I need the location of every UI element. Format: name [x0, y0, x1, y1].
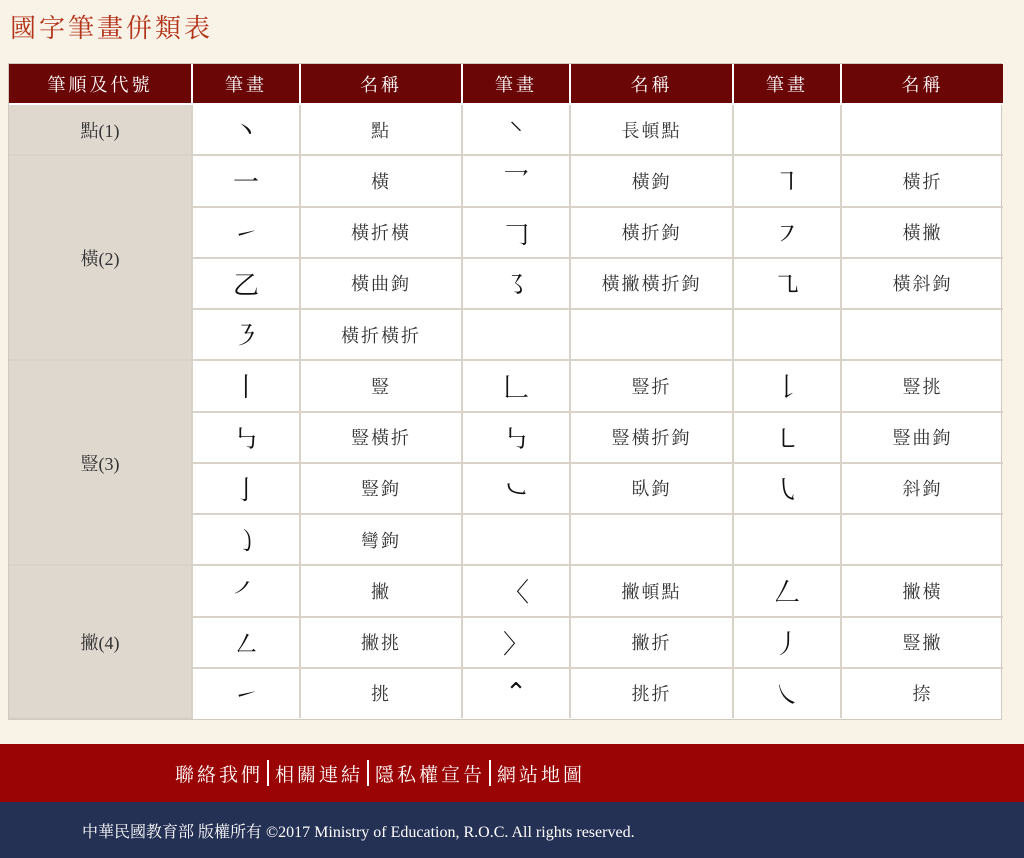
stroke-glyph-cell: 〉: [462, 617, 570, 668]
stroke-name-cell: 斜鉤: [841, 463, 1003, 514]
stroke-name-cell: 橫撇: [841, 207, 1003, 258]
stroke-glyph-cell: ㇇: [733, 207, 841, 258]
link-separator: [489, 760, 491, 786]
stroke-glyph-cell: [733, 514, 841, 565]
stroke-name-cell: 挑折: [570, 668, 733, 718]
stroke-glyph-cell: 丿: [733, 617, 841, 668]
category-cell: 豎(3): [9, 360, 192, 565]
page-title: 國字筆畫併類表: [10, 14, 214, 44]
stroke-glyph-cell: 乛: [462, 155, 570, 206]
stroke-name-cell: 橫折橫折: [300, 309, 462, 360]
link-separator: [267, 760, 269, 786]
stroke-glyph-cell: ㇋: [192, 309, 300, 360]
footer-link[interactable]: 隱私權宣告: [375, 763, 486, 786]
stroke-name-cell: 彎鉤: [300, 514, 462, 565]
stroke-glyph-cell: ⌃: [462, 668, 570, 718]
stroke-name-cell: 橫折鉤: [570, 207, 733, 258]
table-header-row: [9, 64, 1003, 104]
stroke-glyph-cell: [733, 104, 841, 155]
stroke-glyph-cell: ㇕: [733, 155, 841, 206]
header-name: 名稱: [570, 64, 733, 104]
stroke-glyph-cell: ㇉: [462, 412, 570, 463]
stroke-glyph-cell: ㇀: [192, 668, 300, 718]
stroke-glyph-cell: 乙: [192, 258, 300, 309]
footer-nav: [175, 760, 585, 787]
stroke-table-container: [8, 63, 1002, 720]
stroke-glyph-cell: 一: [192, 155, 300, 206]
stroke-classification-table: [9, 64, 1003, 719]
stroke-glyph-cell: 〈: [462, 565, 570, 616]
stroke-name-cell: 橫撇橫折鉤: [570, 258, 733, 309]
stroke-glyph-cell: ㇉: [192, 412, 300, 463]
stroke-name-cell: 豎橫折鉤: [570, 412, 733, 463]
stroke-name-cell: [570, 514, 733, 565]
stroke-name-cell: 撇橫: [841, 565, 1003, 616]
stroke-name-cell: 豎挑: [841, 360, 1003, 411]
header-name: 名稱: [841, 64, 1003, 104]
stroke-name-cell: 橫折橫: [300, 207, 462, 258]
stroke-glyph-cell: [733, 309, 841, 360]
stroke-glyph-cell: ㇃: [462, 463, 570, 514]
stroke-glyph-cell: 丶: [192, 104, 300, 155]
stroke-glyph-cell: 𠃋: [733, 565, 841, 616]
stroke-name-cell: [841, 514, 1003, 565]
stroke-name-cell: 臥鉤: [570, 463, 733, 514]
footer-link[interactable]: 相關連結: [275, 763, 364, 786]
stroke-name-cell: [570, 309, 733, 360]
stroke-glyph-cell: 𠄌: [733, 360, 841, 411]
stroke-name-cell: 橫斜鉤: [841, 258, 1003, 309]
stroke-name-cell: 橫: [300, 155, 462, 206]
category-cell: 橫(2): [9, 155, 192, 360]
footer-link[interactable]: 聯絡我們: [175, 763, 264, 786]
stroke-glyph-cell: ㇄: [733, 412, 841, 463]
stroke-name-cell: 撇頓點: [570, 565, 733, 616]
stroke-name-cell: [841, 104, 1003, 155]
stroke-glyph-cell: 亅: [192, 463, 300, 514]
header-stroke: 筆畫: [462, 64, 570, 104]
stroke-name-cell: 豎折: [570, 360, 733, 411]
category-cell: 點(1): [9, 104, 192, 155]
stroke-name-cell: 豎鉤: [300, 463, 462, 514]
copyright-text: 中華民國教育部 版權所有 ©2017 Ministry of Education, R.O.C. All rights reserved.: [82, 823, 635, 841]
stroke-name-cell: 橫折: [841, 155, 1003, 206]
stroke-glyph-cell: ㇜: [192, 617, 300, 668]
stroke-glyph-cell: ⸌: [462, 104, 570, 155]
stroke-name-cell: 橫曲鉤: [300, 258, 462, 309]
stroke-glyph-cell: ㇏: [733, 668, 841, 718]
stroke-glyph-cell: 𠃊: [462, 360, 570, 411]
stroke-glyph-cell: ㇈: [733, 258, 841, 309]
stroke-name-cell: 豎: [300, 360, 462, 411]
stroke-name-cell: 撇: [300, 565, 462, 616]
stroke-glyph-cell: ㇁: [192, 514, 300, 565]
stroke-name-cell: 豎撇: [841, 617, 1003, 668]
stroke-name-cell: 捺: [912, 684, 933, 706]
header-name: 名稱: [300, 64, 462, 104]
header-stroke: 筆畫: [192, 64, 300, 104]
stroke-name-cell: 撇折: [570, 617, 733, 668]
table-body: [9, 104, 1003, 718]
header-stroke: 筆畫: [733, 64, 841, 104]
footer-links-bar: [0, 744, 1024, 802]
stroke-glyph-cell: ㇂: [733, 463, 841, 514]
stroke-name-cell: 橫鉤: [570, 155, 733, 206]
stroke-name-cell: 挑: [300, 668, 462, 718]
table-row: [9, 360, 1003, 411]
footer-copyright-bar: [0, 802, 1024, 858]
stroke-glyph-cell: 丨: [192, 360, 300, 411]
stroke-name-cell: 長頓點: [570, 104, 733, 155]
table-row: [9, 104, 1003, 155]
link-separator: [367, 760, 369, 786]
header-order-code: 筆順及代號: [9, 64, 192, 104]
stroke-name-cell: 豎曲鉤: [841, 412, 1003, 463]
stroke-name-cell: [841, 309, 1003, 360]
table-row: [9, 565, 1003, 616]
table-row: [9, 155, 1003, 206]
stroke-name-cell: 點: [300, 104, 462, 155]
category-cell: 撇(4): [9, 565, 192, 718]
stroke-glyph-cell: [462, 309, 570, 360]
stroke-glyph-cell: ㇒: [192, 565, 300, 616]
footer-link[interactable]: 網站地圖: [497, 763, 586, 786]
stroke-glyph-cell: ㇌: [462, 258, 570, 309]
stroke-name-cell: 撇挑: [300, 617, 462, 668]
stroke-glyph-cell: ㇀: [192, 207, 300, 258]
stroke-glyph-cell: 𠃌: [462, 207, 570, 258]
stroke-name-cell: 豎橫折: [300, 412, 462, 463]
stroke-glyph-cell: [462, 514, 570, 565]
